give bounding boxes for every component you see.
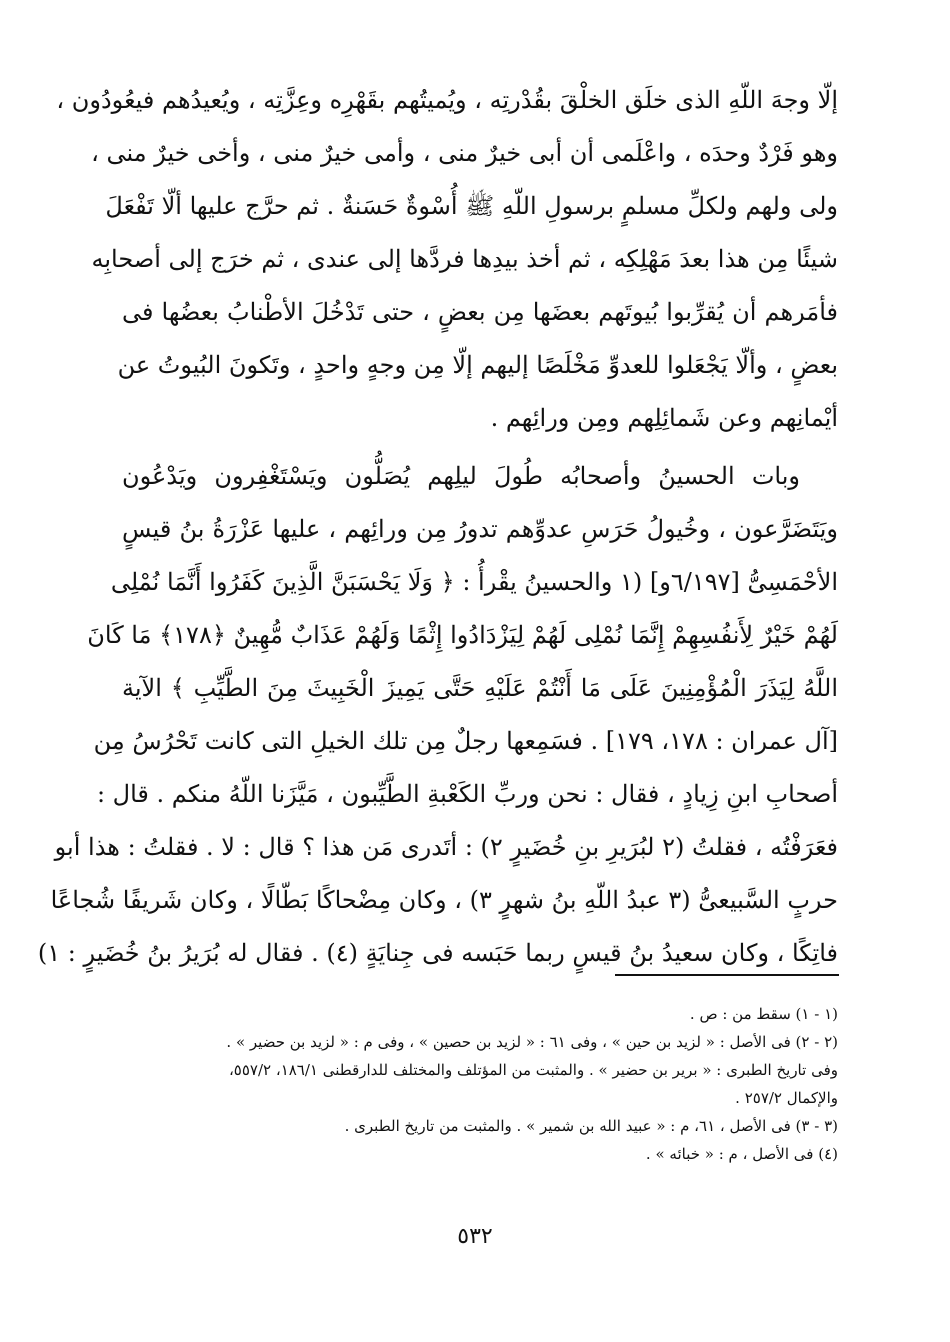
- paragraph-1: [56, 74, 838, 445]
- page-number: ٥٣٢: [457, 1224, 493, 1249]
- text-line: أيْمانِهم وعن شَمائِلِهم ومِن ورائِهم .: [490, 404, 838, 432]
- text-line: شيئًا مِن هذا بعدَ مَهْلِكِه ، ثم أخذ بيدِها فردَّها إلى عندى ، ثم خرَج إلى أصحابِه: [91, 245, 838, 273]
- text-line: بعضٍ ، وألّا يَجْعَلوا للعدوِّ مَخْلَصًا إليهم إلّا مِن وجهٍ واحدٍ ، وتَكونَ البُيوتُ عن: [117, 351, 838, 379]
- text-line: [آل عمران : ١٧٨، ١٧٩] . فسَمِعها رجلٌ مِن تلك الخيلِ التى كانت تَحْرُسُ مِن: [93, 727, 838, 755]
- text-line: ولى ولهم ولكلِّ مسلمٍ برسولِ اللّهِ ﷺ أُسْوةٌ حَسَنةٌ . ثم حرَّج عليها ألّا تَفْعَلَ: [105, 192, 838, 220]
- footnote-line: (٣ - ٣) فى الأصل ، ٦١، م : « عبيد الله بن شمير » . والمثبت من تاريخ الطبرى .: [344, 1117, 838, 1135]
- footnote-line: وفى تاريخ الطبرى : « برير بن حضير » . والمثبت من المؤتلف والمختلف للدارقطنى ١٨٦/١، ٥٥٧/٢،: [228, 1061, 838, 1079]
- footnote-line: (٢ - ٢) فى الأصل : « لزيد بن حين » ، وفى ٦١ : « لزيد بن حصين » ، وفى م : « لزيد بن حضير » .: [226, 1033, 838, 1051]
- main-text: [37, 74, 838, 980]
- text-line: فاتِكًا ، وكان سعيدُ بنُ قيسٍ ربما حَبَسه فى جِنايَةٍ (٤) . فقال له بُرَيرُ بنُ خُضَيرٍ : ١): [37, 939, 838, 967]
- footnote-line: (٤) فى الأصل ، م : « خبائه » .: [645, 1145, 838, 1163]
- text-line: حربٍ السَّبيعىُّ (٣ عبدُ اللّهِ بنُ شهرٍ ٣) ، وكان مِضْحاكًا بَطّالًا ، وكان شَريفًا شُجاعًا: [50, 886, 838, 914]
- text-line: لَهُمْ خَيْرٌ لِأَنفُسِهِمْ إِنَّمَا نُمْلِى لَهُمْ لِيَزْدَادُوا إِثْمًا وَلَهُمْ عَذَابٌ مُّهِينٌ ﴿١٧٨﴾ مَا كَانَ: [87, 621, 838, 649]
- text-line: وهو فَرْدٌ وحدَه ، واعْلَمى أن أبى خيرٌ منى ، وأمى خيرٌ منى ، وأخى خيرٌ منى ،: [91, 139, 838, 167]
- text-line: فعَرَفْتُه ، فقلتُ (٢ لبُرَيرِ بنِ خُضَيرٍ ٢) : أتَدرى مَن هذا ؟ قال : لا . فقلتُ : هذا أبو: [54, 833, 838, 861]
- footnote-separator: [615, 974, 839, 976]
- footnotes: [122, 1000, 838, 1168]
- text-line: إلّا وجهَ اللّهِ الذى خلَق الخلْقَ بقُدْرتِه ، ويُميتُهم بقَهْرِه وعِزَّتِه ، ويُعيدُهم فيعُودُون ،: [56, 86, 838, 114]
- footnote-line: والإكمال ٢٥٧/٢ .: [735, 1089, 838, 1107]
- text-line: أصحابِ ابنِ زِيادٍ ، فقال : نحن وربِّ الكَعْبةِ الطَّيِّبون ، مَيَّزَنا اللّهُ منكم . قال :: [96, 780, 838, 808]
- paragraph-2: [37, 450, 838, 980]
- text-line: ويَتَضَرَّعون ، وخُيولُ حَرَسِ عدوِّهم تدورُ مِن ورائِهم ، عليها عَزْرَةُ بنُ قيسٍ: [122, 515, 838, 543]
- footnote-line: (١ - ١) سقط من : ص .: [689, 1005, 838, 1023]
- text-line: اللَّهُ لِيَذَرَ الْمُؤْمِنِينَ عَلَى مَا أَنْتُمْ عَلَيْهِ حَتَّى يَمِيزَ الْخَبِيثَ مِنَ الطَّيِّبِ ﴾ الآية: [122, 674, 838, 702]
- text-line: الأحْمَسِىُّ [٦/١٩٧و] (١ والحسينُ يقْرأُ : ﴿ وَلَا يَحْسَبَنَّ الَّذِينَ كَفَرُوا أَنَّمَا نُمْلِى: [110, 568, 838, 596]
- text-line: وبات الحسينُ وأصحابُه طُولَ ليلِهم يُصَلُّون ويَسْتَغْفِرون ويَدْعُون: [122, 462, 800, 490]
- text-line: فأمَرهم أن يُقرِّبوا بُيوتَهم بعضَها مِن بعضٍ ، حتى تَدْخُلَ الأطْنابُ بعضُها فى: [122, 298, 838, 326]
